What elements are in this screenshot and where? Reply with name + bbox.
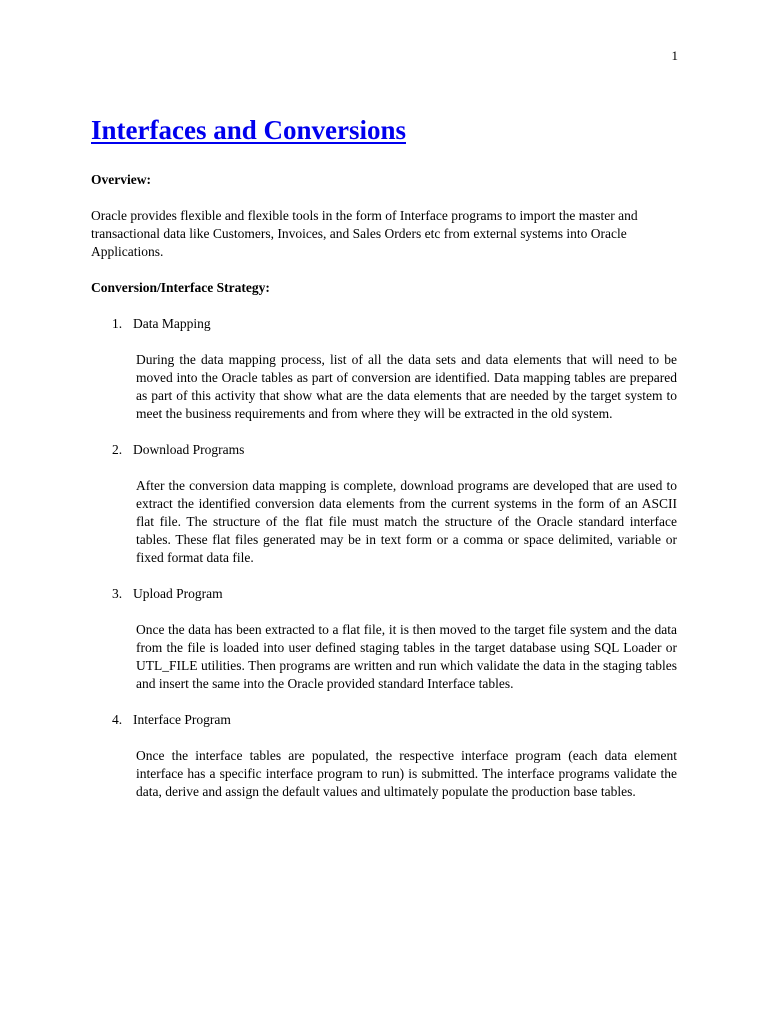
step-title-text: Upload Program — [133, 586, 223, 601]
document-content — [91, 112, 677, 819]
step-number: 4. — [112, 712, 123, 727]
overview-heading: Overview: — [91, 172, 151, 187]
step-title — [91, 711, 677, 729]
strategy-step-upload-program — [91, 585, 677, 693]
step-body: After the conversion data mapping is complete, download programs are developed that are used to extract the identified conversion data elements from the current systems in the form of an ASCII flat file. The structure of the flat file must match the structure of the Oracle standard interface tables. These flat files generated may be in text form or a comma or space delimited, variable or fixed format data file. — [136, 478, 677, 565]
step-title-text: Download Programs — [133, 442, 245, 457]
step-body: During the data mapping process, list of all the data sets and data elements that will need to be moved into the Oracle tables as part of conversion are identified. Data mapping tables are prepared as part of this activity that show what are the data elements that are needed by the target system to meet the business requirements and from where they will be extracted in the old system. — [136, 352, 677, 421]
step-body: Once the interface tables are populated, the respective interface program (each data element interface has a specific interface program to run) is submitted. The interface programs validate the data, derive and assign the default values and ultimately populate the production base tables. — [136, 748, 677, 799]
step-body: Once the data has been extracted to a flat file, it is then moved to the target file system and the data from the file is loaded into user defined staging tables in the target database using SQL Loader or UTL_FILE utilities. Then programs are written and run which validate the data in the staging tables and insert the same into the Oracle provided standard Interface tables. — [136, 622, 677, 691]
page-number: 1 — [671, 48, 678, 63]
step-title-text: Interface Program — [133, 712, 231, 727]
step-number: 3. — [112, 586, 123, 601]
step-title — [91, 441, 677, 459]
strategy-steps-list — [91, 315, 677, 801]
step-number: 2. — [112, 442, 123, 457]
overview-paragraph: Oracle provides flexible and flexible tools in the form of Interface programs to import the master and transactional data like Customers, Invoices, and Sales Orders etc from external systems into Oracle Applications. — [91, 208, 638, 259]
strategy-step-download-programs — [91, 441, 677, 567]
document-title[interactable]: Interfaces and Conversions — [91, 115, 406, 145]
step-number: 1. — [112, 316, 123, 331]
step-title-text: Data Mapping — [133, 316, 211, 331]
step-title — [91, 585, 677, 603]
strategy-heading: Conversion/Interface Strategy: — [91, 280, 270, 295]
strategy-step-data-mapping — [91, 315, 677, 423]
strategy-step-interface-program — [91, 711, 677, 801]
step-title — [91, 315, 677, 333]
